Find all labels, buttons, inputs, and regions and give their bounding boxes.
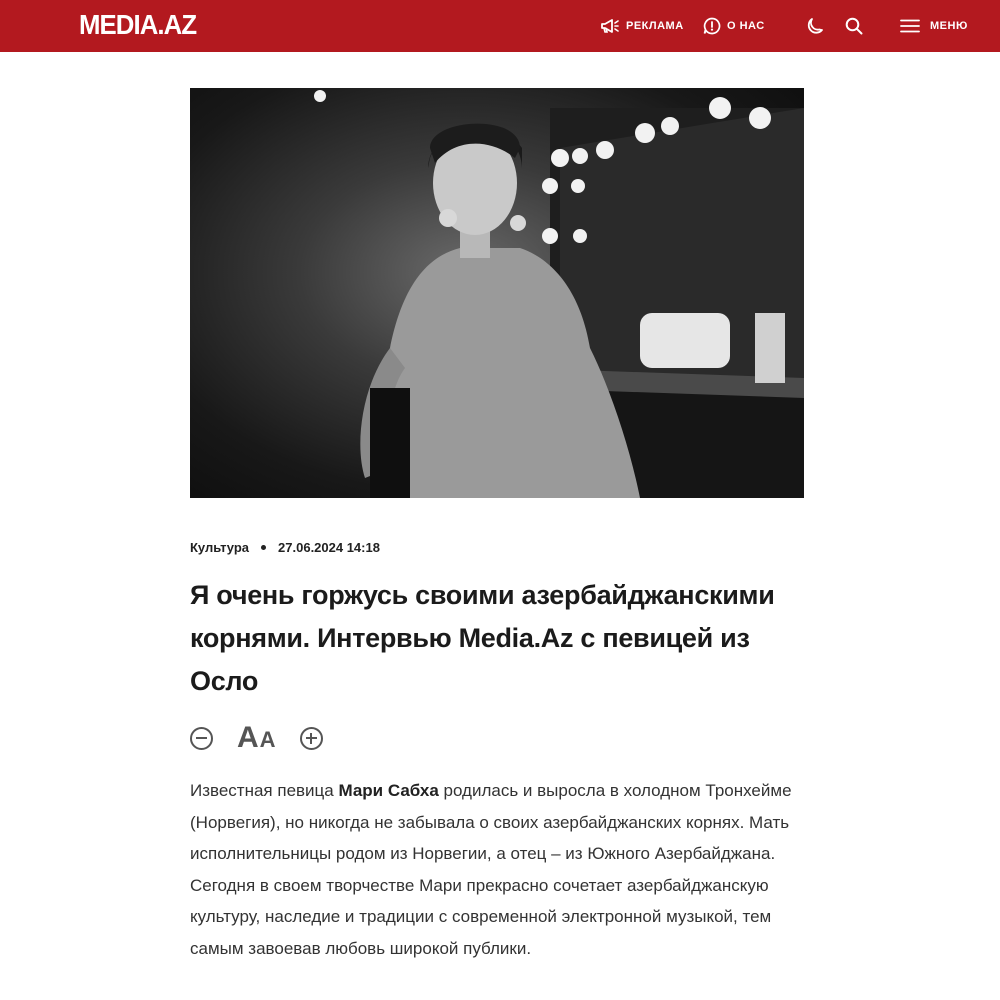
lead-text-bold-name: Мари Сабха — [338, 781, 439, 800]
meta-separator-dot — [261, 545, 266, 550]
site-logo[interactable]: MEDIA.AZ — [79, 9, 197, 40]
megaphone-icon — [600, 18, 620, 34]
article-meta — [190, 538, 380, 556]
font-decrease-button[interactable] — [190, 727, 213, 750]
site-header — [0, 0, 1000, 52]
font-size-label-small: A — [259, 727, 276, 752]
hero-photo-illustration — [190, 88, 804, 498]
font-increase-button[interactable] — [300, 727, 323, 750]
article-title: Я очень горжусь своими азербайджанскими корнями. Интервью Media.Az с певицей из Осло — [190, 580, 775, 696]
plus-icon-v — [310, 733, 312, 744]
minus-icon — [196, 737, 207, 739]
moon-icon — [805, 16, 825, 36]
lead-text-rest: родилась и выросла в холодном Тронхейме (Норвегия), но никогда не забывала о своих азербайджанских корнях. Мать исполнительницы родом из Норвегии, а отец – из Южного Азербайджана. Сегодня в своем творчестве Мари прекрасно сочетает азербайджанскую культуру, наследие и традиции с современной электронной музыкой, тем самым завоевав любовь широкой публики. — [190, 781, 792, 958]
search-button[interactable] — [845, 0, 863, 52]
nav-advertising-label: РЕКЛАМА — [626, 20, 684, 32]
chat-info-icon — [703, 17, 721, 35]
lead-text-start: Известная певица — [190, 781, 339, 800]
article-lead-paragraph — [190, 775, 805, 965]
search-icon — [845, 17, 863, 35]
hamburger-icon — [900, 19, 920, 33]
menu-button[interactable] — [900, 0, 968, 52]
theme-toggle-button[interactable] — [805, 0, 825, 52]
font-size-label-big: A — [237, 721, 259, 754]
menu-label: МЕНЮ — [930, 20, 968, 32]
nav-advertising[interactable] — [600, 0, 684, 52]
article-category[interactable]: Культура — [190, 539, 250, 555]
article-hero-image — [190, 88, 804, 498]
nav-about[interactable] — [703, 0, 765, 52]
article-datetime: 27.06.2024 14:18 — [278, 539, 380, 555]
font-size-controls — [190, 722, 323, 754]
font-size-indicator — [237, 723, 276, 753]
nav-about-label: О НАС — [727, 20, 765, 32]
